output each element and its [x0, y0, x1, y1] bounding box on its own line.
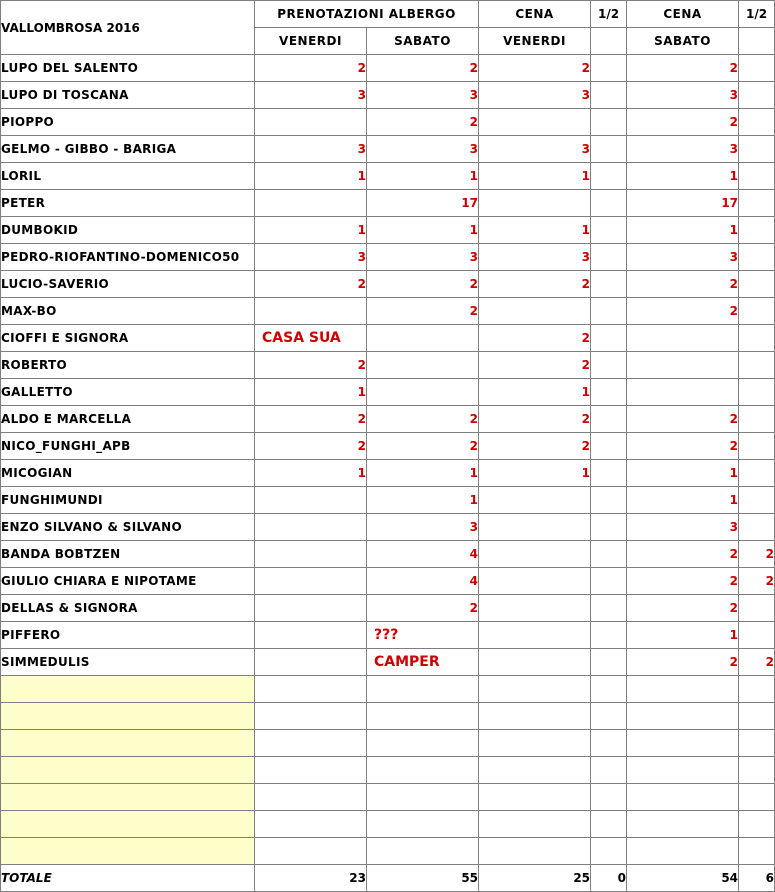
row-value-cell[interactable]	[591, 55, 627, 82]
row-value-cell[interactable]: 1	[627, 622, 739, 649]
row-value-cell[interactable]: 2	[627, 55, 739, 82]
row-value-cell[interactable]	[739, 136, 775, 163]
row-value-cell[interactable]: 2	[479, 55, 591, 82]
table-row	[1, 217, 775, 244]
row-value-cell[interactable]	[627, 379, 739, 406]
row-value-cell[interactable]	[479, 298, 591, 325]
row-value-cell[interactable]	[479, 514, 591, 541]
row-value-cell[interactable]	[739, 514, 775, 541]
row-value-cell[interactable]: 2	[739, 568, 775, 595]
subheader-albergo-venerdi: VENERDI	[255, 28, 367, 55]
row-value-cell[interactable]	[739, 325, 775, 352]
row-value-cell[interactable]	[591, 757, 627, 784]
row-name-cell[interactable]: DUMBOKID	[1, 217, 255, 244]
row-value-cell[interactable]	[739, 622, 775, 649]
table-row	[1, 325, 775, 352]
row-value-cell[interactable]	[739, 757, 775, 784]
row-value-cell[interactable]	[479, 109, 591, 136]
row-value-cell[interactable]	[255, 676, 367, 703]
row-value-cell[interactable]: 1	[367, 487, 479, 514]
header-group-half-venerdi: 1/2	[591, 1, 627, 28]
total-half-sabato: 6	[739, 865, 775, 892]
row-name-cell[interactable]: MAX-BO	[1, 298, 255, 325]
row-name-cell[interactable]: SIMMEDULIS	[1, 649, 255, 676]
row-value-cell[interactable]: CASA SUA	[255, 325, 367, 352]
row-value-cell[interactable]: 1	[367, 460, 479, 487]
row-value-cell[interactable]	[739, 838, 775, 865]
table-row	[1, 811, 775, 838]
total-label: TOTALE	[1, 865, 255, 892]
total-cena-sabato: 54	[627, 865, 739, 892]
row-value-cell[interactable]	[627, 352, 739, 379]
row-value-cell[interactable]: 3	[479, 136, 591, 163]
row-value-cell[interactable]: 2	[255, 55, 367, 82]
table-row	[1, 163, 775, 190]
row-value-cell[interactable]: 2	[255, 406, 367, 433]
row-value-cell[interactable]	[627, 757, 739, 784]
table-row	[1, 433, 775, 460]
row-value-cell[interactable]	[479, 676, 591, 703]
row-value-cell[interactable]	[627, 325, 739, 352]
row-value-cell[interactable]: 3	[255, 136, 367, 163]
row-value-cell[interactable]: 1	[627, 487, 739, 514]
row-value-cell[interactable]	[739, 352, 775, 379]
row-value-cell[interactable]	[591, 487, 627, 514]
table-row	[1, 55, 775, 82]
row-name-cell[interactable]: ROBERTO	[1, 352, 255, 379]
row-value-cell[interactable]	[255, 757, 367, 784]
table-body	[1, 55, 775, 865]
row-value-cell[interactable]: 2	[627, 406, 739, 433]
row-value-cell[interactable]	[479, 730, 591, 757]
row-value-cell[interactable]	[739, 163, 775, 190]
row-value-cell[interactable]	[367, 352, 479, 379]
row-value-cell[interactable]: 3	[479, 82, 591, 109]
row-value-cell[interactable]	[255, 568, 367, 595]
row-value-cell[interactable]	[479, 838, 591, 865]
row-value-cell[interactable]	[591, 379, 627, 406]
row-value-cell[interactable]: 1	[479, 163, 591, 190]
row-value-cell[interactable]	[367, 325, 479, 352]
table-row	[1, 595, 775, 622]
row-value-cell[interactable]: 2	[479, 406, 591, 433]
row-value-cell[interactable]	[367, 730, 479, 757]
row-value-cell[interactable]	[627, 811, 739, 838]
row-value-cell[interactable]: 3	[367, 514, 479, 541]
row-value-cell[interactable]	[255, 487, 367, 514]
row-value-cell[interactable]: 2	[479, 271, 591, 298]
row-name-cell[interactable]: DELLAS & SIGNORA	[1, 595, 255, 622]
row-value-cell[interactable]	[479, 190, 591, 217]
row-value-cell[interactable]	[627, 703, 739, 730]
row-value-cell[interactable]	[479, 487, 591, 514]
table-row	[1, 703, 775, 730]
total-albergo-venerdi: 23	[255, 865, 367, 892]
row-value-cell[interactable]	[255, 784, 367, 811]
table-row	[1, 514, 775, 541]
subheader-cena-sabato: SABATO	[627, 28, 739, 55]
row-name-cell[interactable]	[1, 784, 255, 811]
row-name-cell[interactable]: NICO_FUNGHI_APB	[1, 433, 255, 460]
table-row	[1, 784, 775, 811]
table-row	[1, 82, 775, 109]
row-value-cell[interactable]: 2	[479, 352, 591, 379]
table-header	[1, 1, 775, 55]
row-value-cell[interactable]	[591, 460, 627, 487]
row-value-cell[interactable]	[255, 514, 367, 541]
row-name-cell[interactable]: GIULIO CHIARA E NIPOTAME	[1, 568, 255, 595]
row-value-cell[interactable]: 2	[627, 433, 739, 460]
row-value-cell[interactable]: 1	[255, 163, 367, 190]
row-value-cell[interactable]	[255, 190, 367, 217]
row-value-cell[interactable]	[627, 676, 739, 703]
row-name-cell[interactable]: PEDRO-RIOFANTINO-DOMENICO50	[1, 244, 255, 271]
row-value-cell[interactable]	[255, 595, 367, 622]
row-value-cell[interactable]	[591, 514, 627, 541]
row-value-cell[interactable]	[591, 622, 627, 649]
row-value-cell[interactable]: 1	[627, 217, 739, 244]
row-value-cell[interactable]	[591, 217, 627, 244]
row-value-cell[interactable]	[255, 703, 367, 730]
row-value-cell[interactable]	[255, 838, 367, 865]
row-value-cell[interactable]	[367, 757, 479, 784]
row-value-cell[interactable]: 1	[367, 163, 479, 190]
row-value-cell[interactable]: 3	[479, 244, 591, 271]
row-value-cell[interactable]	[591, 190, 627, 217]
row-value-cell[interactable]	[739, 406, 775, 433]
table-footer	[1, 865, 775, 892]
row-value-cell[interactable]	[627, 784, 739, 811]
row-value-cell[interactable]	[367, 811, 479, 838]
total-albergo-sabato: 55	[367, 865, 479, 892]
row-value-cell[interactable]	[739, 298, 775, 325]
page-title: VALLOMBROSA 2016	[1, 1, 255, 55]
row-value-cell[interactable]: 2	[627, 649, 739, 676]
row-value-cell[interactable]	[255, 649, 367, 676]
row-name-cell[interactable]	[1, 811, 255, 838]
table-row	[1, 649, 775, 676]
row-value-cell[interactable]: CAMPER	[367, 649, 479, 676]
table-row	[1, 136, 775, 163]
row-value-cell[interactable]: 2	[627, 271, 739, 298]
table-row	[1, 676, 775, 703]
row-value-cell[interactable]	[255, 730, 367, 757]
row-value-cell[interactable]	[739, 217, 775, 244]
row-name-cell[interactable]	[1, 676, 255, 703]
row-value-cell[interactable]: 1	[367, 217, 479, 244]
row-value-cell[interactable]	[739, 109, 775, 136]
row-value-cell[interactable]: 3	[627, 514, 739, 541]
row-value-cell[interactable]	[739, 784, 775, 811]
row-value-cell[interactable]	[591, 298, 627, 325]
row-value-cell[interactable]	[367, 784, 479, 811]
table-row	[1, 568, 775, 595]
row-name-cell[interactable]: PIFFERO	[1, 622, 255, 649]
total-cena-venerdi: 25	[479, 865, 591, 892]
row-value-cell[interactable]	[591, 541, 627, 568]
row-value-cell[interactable]	[591, 325, 627, 352]
row-value-cell[interactable]	[479, 622, 591, 649]
header-group-cena-sabato: CENA	[627, 1, 739, 28]
row-value-cell[interactable]: 2	[367, 109, 479, 136]
table-row	[1, 406, 775, 433]
row-value-cell[interactable]	[739, 703, 775, 730]
row-value-cell[interactable]	[739, 811, 775, 838]
row-value-cell[interactable]	[591, 838, 627, 865]
row-name-cell[interactable]: ENZO SILVANO & SILVANO	[1, 514, 255, 541]
row-value-cell[interactable]	[739, 460, 775, 487]
row-value-cell[interactable]	[627, 838, 739, 865]
row-value-cell[interactable]	[591, 109, 627, 136]
subheader-cena-venerdi: VENERDI	[479, 28, 591, 55]
row-name-cell[interactable]	[1, 757, 255, 784]
table-row	[1, 352, 775, 379]
table-row	[1, 838, 775, 865]
row-value-cell[interactable]: 3	[367, 82, 479, 109]
row-name-cell[interactable]: PIOPPO	[1, 109, 255, 136]
row-value-cell[interactable]	[739, 379, 775, 406]
table-row	[1, 109, 775, 136]
table-row	[1, 730, 775, 757]
row-value-cell[interactable]	[479, 811, 591, 838]
row-value-cell[interactable]	[591, 730, 627, 757]
table-row	[1, 541, 775, 568]
row-value-cell[interactable]: 2	[255, 271, 367, 298]
row-value-cell[interactable]: 4	[367, 568, 479, 595]
row-value-cell[interactable]	[591, 568, 627, 595]
row-value-cell[interactable]	[739, 730, 775, 757]
row-name-cell[interactable]: LORIL	[1, 163, 255, 190]
row-value-cell[interactable]: 2	[367, 595, 479, 622]
row-value-cell[interactable]: 2	[367, 298, 479, 325]
subheader-half-sabato	[739, 28, 775, 55]
row-name-cell[interactable]: LUPO DI TOSCANA	[1, 82, 255, 109]
row-value-cell[interactable]: 3	[255, 244, 367, 271]
row-name-cell[interactable]: BANDA BOBTZEN	[1, 541, 255, 568]
row-value-cell[interactable]: 17	[367, 190, 479, 217]
table-row	[1, 757, 775, 784]
row-value-cell[interactable]	[479, 568, 591, 595]
row-value-cell[interactable]: 2	[367, 55, 479, 82]
row-value-cell[interactable]	[739, 190, 775, 217]
row-value-cell[interactable]: 2	[739, 649, 775, 676]
row-value-cell[interactable]: 4	[367, 541, 479, 568]
row-value-cell[interactable]	[255, 109, 367, 136]
row-value-cell[interactable]	[367, 838, 479, 865]
row-value-cell[interactable]: ???	[367, 622, 479, 649]
row-value-cell[interactable]: 2	[367, 406, 479, 433]
row-name-cell[interactable]: PETER	[1, 190, 255, 217]
total-half-venerdi: 0	[591, 865, 627, 892]
table-row	[1, 622, 775, 649]
row-value-cell[interactable]	[739, 595, 775, 622]
table-row	[1, 244, 775, 271]
subheader-albergo-sabato: SABATO	[367, 28, 479, 55]
row-name-cell[interactable]: MICOGIAN	[1, 460, 255, 487]
total-row	[1, 865, 775, 892]
row-value-cell[interactable]: 1	[479, 217, 591, 244]
row-value-cell[interactable]	[591, 811, 627, 838]
row-value-cell[interactable]	[479, 784, 591, 811]
row-value-cell[interactable]	[739, 271, 775, 298]
table-row	[1, 460, 775, 487]
row-value-cell[interactable]: 1	[627, 163, 739, 190]
row-value-cell[interactable]: 2	[627, 568, 739, 595]
row-value-cell[interactable]: 2	[627, 109, 739, 136]
row-value-cell[interactable]	[479, 595, 591, 622]
row-value-cell[interactable]	[591, 784, 627, 811]
table-row	[1, 487, 775, 514]
row-value-cell[interactable]	[627, 730, 739, 757]
row-value-cell[interactable]	[591, 433, 627, 460]
row-name-cell[interactable]: LUCIO-SAVERIO	[1, 271, 255, 298]
row-value-cell[interactable]	[591, 352, 627, 379]
row-value-cell[interactable]: 2	[255, 433, 367, 460]
row-value-cell[interactable]	[591, 244, 627, 271]
row-value-cell[interactable]: 2	[627, 298, 739, 325]
row-value-cell[interactable]: 3	[255, 82, 367, 109]
row-name-cell[interactable]: LUPO DEL SALENTO	[1, 55, 255, 82]
row-value-cell[interactable]: 3	[367, 136, 479, 163]
row-name-cell[interactable]	[1, 730, 255, 757]
row-value-cell[interactable]: 1	[627, 460, 739, 487]
row-value-cell[interactable]	[367, 676, 479, 703]
row-name-cell[interactable]: GALLETTO	[1, 379, 255, 406]
row-value-cell[interactable]: 3	[367, 244, 479, 271]
row-value-cell[interactable]	[255, 541, 367, 568]
row-value-cell[interactable]: 1	[255, 379, 367, 406]
row-value-cell[interactable]	[591, 703, 627, 730]
row-value-cell[interactable]	[479, 541, 591, 568]
row-value-cell[interactable]	[739, 82, 775, 109]
header-group-row	[1, 1, 775, 28]
row-value-cell[interactable]: 2	[255, 352, 367, 379]
row-value-cell[interactable]	[367, 379, 479, 406]
row-value-cell[interactable]	[479, 649, 591, 676]
row-value-cell[interactable]	[739, 487, 775, 514]
table-row	[1, 271, 775, 298]
header-group-half-sabato: 1/2	[739, 1, 775, 28]
row-value-cell[interactable]	[479, 757, 591, 784]
row-value-cell[interactable]: 2	[367, 433, 479, 460]
row-name-cell[interactable]	[1, 838, 255, 865]
table-row	[1, 379, 775, 406]
row-value-cell[interactable]	[591, 406, 627, 433]
row-value-cell[interactable]	[591, 271, 627, 298]
row-name-cell[interactable]: CIOFFI E SIGNORA	[1, 325, 255, 352]
subheader-half-venerdi	[591, 28, 627, 55]
row-value-cell[interactable]	[739, 244, 775, 271]
row-value-cell[interactable]: 1	[479, 379, 591, 406]
row-value-cell[interactable]	[591, 676, 627, 703]
row-value-cell[interactable]: 17	[627, 190, 739, 217]
row-value-cell[interactable]	[591, 136, 627, 163]
header-group-prenotazioni: PRENOTAZIONI ALBERGO	[255, 1, 479, 28]
row-name-cell[interactable]: ALDO E MARCELLA	[1, 406, 255, 433]
row-name-cell[interactable]: FUNGHIMUNDI	[1, 487, 255, 514]
row-value-cell[interactable]	[739, 433, 775, 460]
row-value-cell[interactable]: 3	[627, 82, 739, 109]
row-value-cell[interactable]	[479, 703, 591, 730]
row-value-cell[interactable]: 2	[627, 595, 739, 622]
row-value-cell[interactable]	[739, 55, 775, 82]
row-value-cell[interactable]	[255, 811, 367, 838]
row-value-cell[interactable]: 2	[739, 541, 775, 568]
table-row	[1, 298, 775, 325]
row-name-cell[interactable]: GELMO - GIBBO - BARIGA	[1, 136, 255, 163]
row-value-cell[interactable]: 3	[627, 244, 739, 271]
row-value-cell[interactable]	[739, 676, 775, 703]
row-value-cell[interactable]	[591, 595, 627, 622]
row-value-cell[interactable]: 2	[479, 433, 591, 460]
row-value-cell[interactable]	[591, 649, 627, 676]
row-value-cell[interactable]: 3	[627, 136, 739, 163]
row-value-cell[interactable]: 1	[479, 460, 591, 487]
row-value-cell[interactable]: 1	[255, 217, 367, 244]
row-value-cell[interactable]	[255, 622, 367, 649]
row-value-cell[interactable]	[591, 163, 627, 190]
table-row	[1, 190, 775, 217]
row-value-cell[interactable]: 1	[255, 460, 367, 487]
row-value-cell[interactable]	[367, 703, 479, 730]
row-value-cell[interactable]: 2	[479, 325, 591, 352]
row-value-cell[interactable]: 2	[367, 271, 479, 298]
row-value-cell[interactable]	[591, 82, 627, 109]
row-value-cell[interactable]	[255, 298, 367, 325]
row-name-cell[interactable]	[1, 703, 255, 730]
row-value-cell[interactable]: 2	[627, 541, 739, 568]
header-group-cena-venerdi: CENA	[479, 1, 591, 28]
